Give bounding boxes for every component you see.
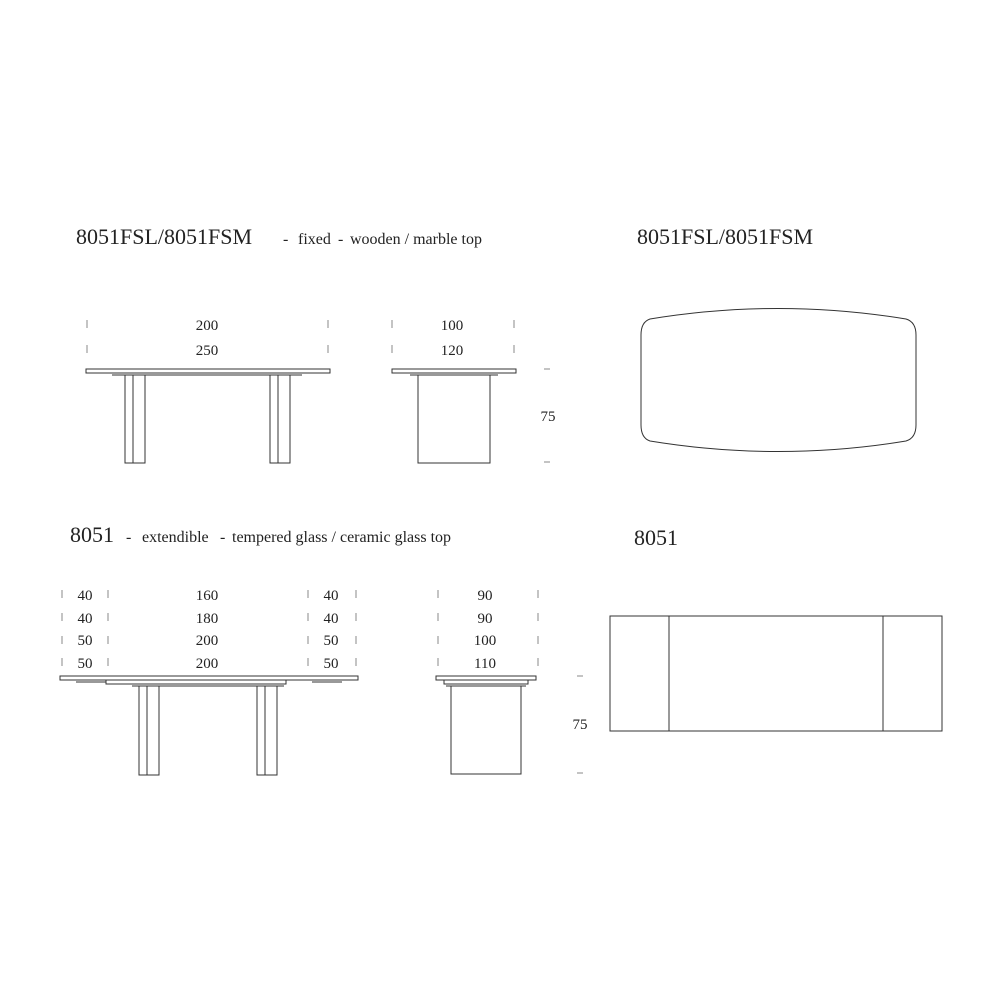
section1-length-dimensions <box>87 318 328 359</box>
section2-plan-label: 8051 <box>634 525 678 550</box>
width-value: 120 <box>440 343 464 359</box>
center-value: 200 <box>195 656 219 672</box>
width-value: 90 <box>477 588 493 604</box>
section2-separator-a: - <box>126 529 132 546</box>
section1-height-dimension <box>541 369 556 462</box>
table-base <box>418 375 490 463</box>
section2-desc-extendible: extendible <box>142 529 209 546</box>
right-extension-value: 50 <box>323 656 339 672</box>
section2-side-view <box>436 676 536 774</box>
left-extension-value: 40 <box>77 611 93 627</box>
section-fixed-table <box>76 224 916 463</box>
section1-separator-b: - <box>338 231 344 248</box>
section1-width-dimensions <box>392 318 514 359</box>
tabletop <box>60 676 358 680</box>
section2-center-dimensions <box>196 588 219 672</box>
table-leg <box>125 375 145 463</box>
table-base <box>451 686 521 774</box>
right-extension-value: 40 <box>323 611 339 627</box>
table-leg <box>257 686 277 775</box>
section2-desc-top: tempered glass / ceramic glass top <box>232 529 452 546</box>
section1-side-view <box>392 369 516 463</box>
section1-plan-label: 8051FSL/8051FSM <box>637 224 814 249</box>
section-extendible-table <box>60 522 942 775</box>
width-value: 100 <box>440 318 464 334</box>
length-value: 200 <box>195 318 219 334</box>
center-value: 200 <box>195 633 219 649</box>
length-value: 250 <box>195 343 219 359</box>
tabletop <box>436 676 536 680</box>
section2-model-label: 8051 <box>70 522 114 547</box>
center-value: 160 <box>195 588 219 604</box>
section2-right-extension-dimensions <box>308 588 356 672</box>
height-value: 75 <box>540 409 556 425</box>
width-value: 110 <box>474 656 496 672</box>
section1-separator-a: - <box>283 231 289 248</box>
table-leg <box>139 686 159 775</box>
left-extension-value: 50 <box>77 656 93 672</box>
center-value: 180 <box>195 611 219 627</box>
left-extension-value: 50 <box>77 633 93 649</box>
table-leg <box>270 375 290 463</box>
tabletop <box>86 369 330 373</box>
section1-model-label: 8051FSL/8051FSM <box>76 224 253 249</box>
section1-plan-view <box>641 309 916 452</box>
section2-width-dimensions <box>438 588 538 672</box>
height-value: 75 <box>572 717 588 733</box>
sub-frame <box>444 680 528 684</box>
tabletop <box>392 369 516 373</box>
section2-plan-view <box>610 616 942 731</box>
section1-front-view <box>86 369 330 463</box>
section1-desc-top: wooden / marble top <box>350 231 482 248</box>
right-extension-value: 50 <box>323 633 339 649</box>
section2-left-extension-dimensions <box>62 588 108 672</box>
section2-separator-b: - <box>220 529 226 546</box>
right-extension-value: 40 <box>323 588 339 604</box>
sub-frame <box>106 680 286 684</box>
section1-desc-fixed: fixed <box>298 231 331 248</box>
width-value: 90 <box>477 611 493 627</box>
plan-outline <box>610 616 942 731</box>
section2-front-view <box>60 676 358 775</box>
left-extension-value: 40 <box>77 588 93 604</box>
section2-height-dimension <box>573 676 588 773</box>
width-value: 100 <box>473 633 497 649</box>
